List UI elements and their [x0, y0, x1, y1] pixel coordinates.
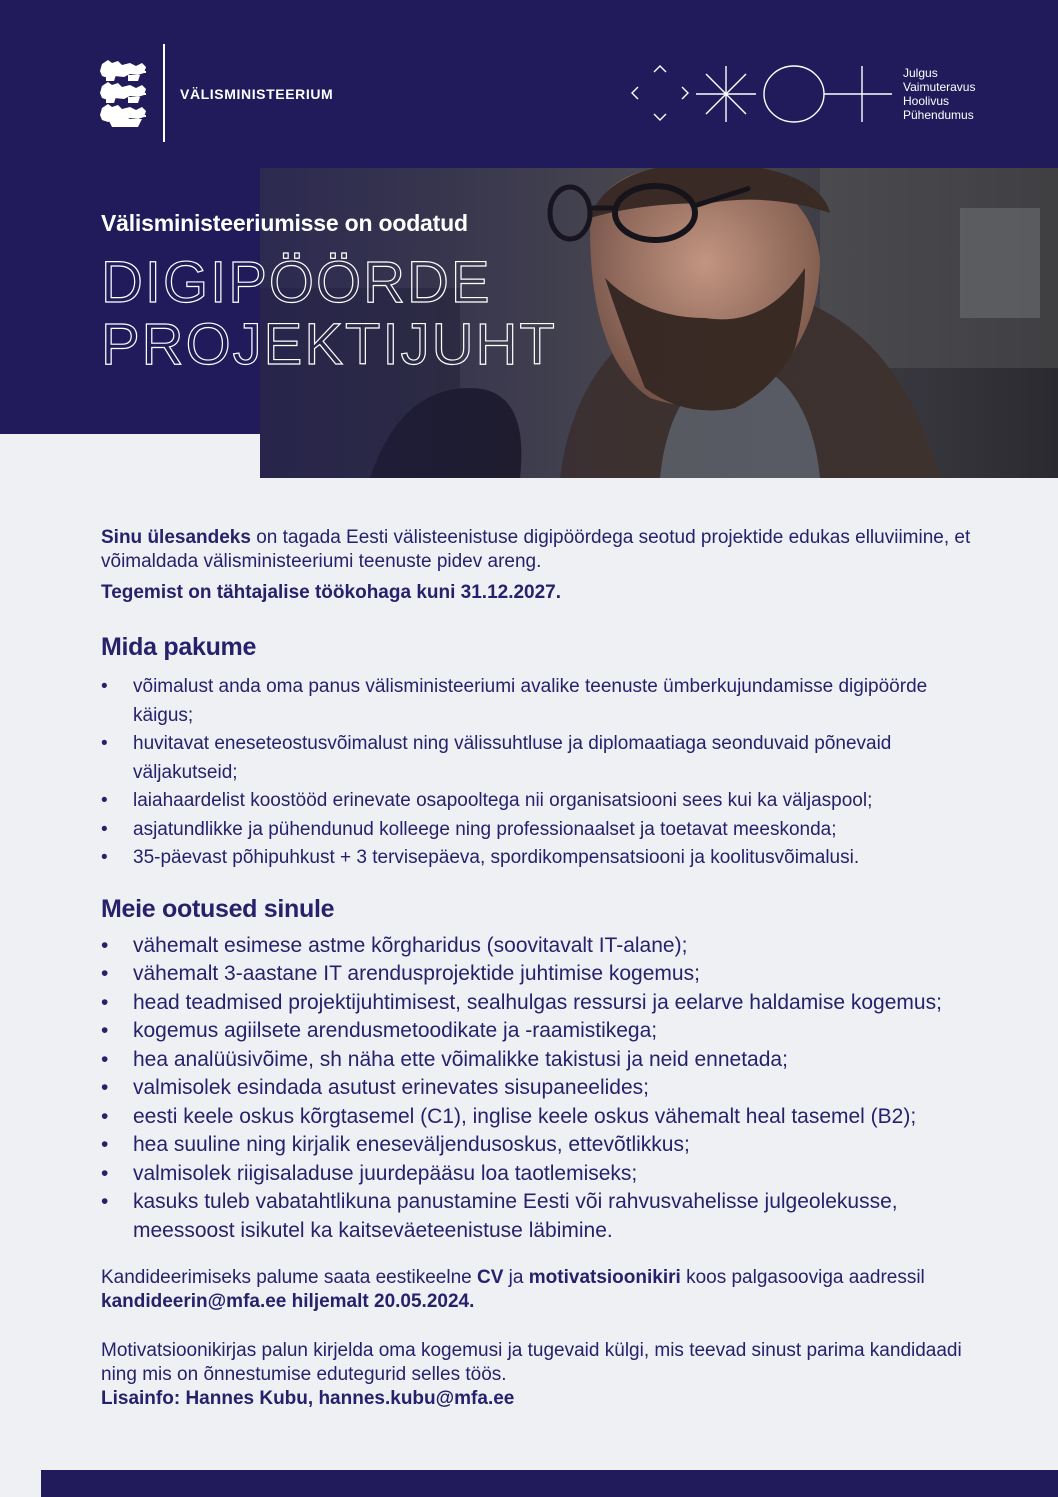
list-item: • kasuks tuleb vabatahtlikuna panustamine Eesti või rahvusvahelisse julgeolekusse, meessoost isikutel ka kaitseväeteenistuse läbimine. [101, 1188, 981, 1245]
list-item: • valmisolek riigisaladuse juurdepääsu loa taotlemiseks; [101, 1160, 981, 1189]
main-content [101, 526, 981, 1411]
contact-info[interactable]: Lisainfo: Hannes Kubu, hannes.kubu@mfa.ee [101, 1388, 515, 1409]
intro-text: on tagada Eesti välisteenistuse digipöördega seotud projektide edukas elluviimine, et võimaldada välisministeeriumi teenuste pidev areng. [101, 527, 971, 572]
values-symbols-icon [626, 62, 896, 126]
motivation-text: Motivatsioonikirjas palun kirjelda oma kogemusi ja tugevaid külgi, mis teevad sinust parima kandidaadi ning mis on õnnestumise edutegurid selles töös. [101, 1340, 962, 1385]
term-notice: Tegemist on tähtajalise töökohaga kuni 31.12.2027. [101, 582, 562, 603]
value-item: Julgus [903, 66, 938, 80]
value-item: Hoolivus [903, 94, 950, 108]
hero-subtitle: Välisministeeriumisse on oodatud [101, 210, 468, 236]
list-item: • asjatundlikke ja pühendunud kolleege ning professionaalset ja toetavat meeskonda; [101, 816, 981, 845]
apply-motivation-letter: motivatsioonikiri [528, 1267, 681, 1288]
offer-list [101, 673, 981, 873]
apply-text: Kandideerimiseks palume saata eestikeelne [101, 1267, 477, 1288]
apply-email-link[interactable]: kandideerin@mfa.ee [101, 1291, 287, 1312]
list-item: • huvitavat eneseteostusvõimalust ning välissuhtluse ja diplomaatiaga seonduvaid põnevaid väljakutseid; [101, 730, 981, 787]
apply-cv: CV [477, 1267, 504, 1288]
footer-bar [41, 1470, 1058, 1497]
values-list [903, 66, 975, 122]
job-title-line: DIGIPÖÖRDE [101, 250, 492, 315]
job-title [101, 252, 557, 376]
offer-heading: Mida pakume [101, 633, 257, 661]
list-item: • hea analüüsivõime, sh näha ette võimalikke takistusi ja neid ennetada; [101, 1046, 981, 1075]
application-instructions [101, 1266, 981, 1314]
intro-paragraph [101, 526, 981, 574]
expectations-list [101, 932, 981, 1246]
list-item: • laiahaardelist koostööd erinevate osapooltega nii organisatsiooni sees kui ka väljaspool; [101, 787, 981, 816]
value-item: Pühendumus [903, 108, 974, 122]
job-title-line: PROJEKTIJUHT [101, 312, 557, 377]
list-item: • head teadmised projektijuhtimisest, sealhulgas ressursi ja eelarve haldamise kogemus; [101, 989, 981, 1018]
list-item: • vähemalt 3-aastane IT arendusprojektide juhtimise kogemus; [101, 960, 981, 989]
coat-of-arms-icon [98, 58, 152, 130]
apply-deadline: hiljemalt 20.05.2024. [286, 1291, 475, 1312]
list-item: • hea suuline ning kirjalik eneseväljendusoskus, ettevõtlikkus; [101, 1131, 981, 1160]
list-item: • vähemalt esimese astme kõrgharidus (soovitavalt IT-alane); [101, 932, 981, 961]
list-item: • kogemus agiilsete arendusmetoodikate ja -raamistikega; [101, 1017, 981, 1046]
expectations-heading: Meie ootused sinule [101, 894, 335, 923]
motivation-paragraph [101, 1339, 981, 1411]
list-item: • eesti keele oskus kõrgtasemel (C1), inglise keele oskus vähemalt heal tasemel (B2); [101, 1103, 981, 1132]
logo-divider [163, 44, 165, 142]
list-item: • 35-päevast põhipuhkust + 3 tervisepäeva, spordikompensatsiooni ja koolitusvõimalusi. [101, 844, 981, 873]
list-item: • valmisolek esindada asutust erinevates sisupaneelides; [101, 1074, 981, 1103]
intro-lead: Sinu ülesandeks [101, 527, 251, 548]
apply-text: ja [503, 1267, 529, 1288]
ministry-name: VÄLISMINISTEERIUM [180, 86, 334, 102]
list-item: • võimalust anda oma panus välisministeeriumi avalike teenuste ümberkujundamisse digipöörde käigus; [101, 673, 981, 730]
apply-text: koos palgasooviga aadressil [680, 1267, 925, 1288]
value-item: Vaimuteravus [903, 80, 976, 94]
